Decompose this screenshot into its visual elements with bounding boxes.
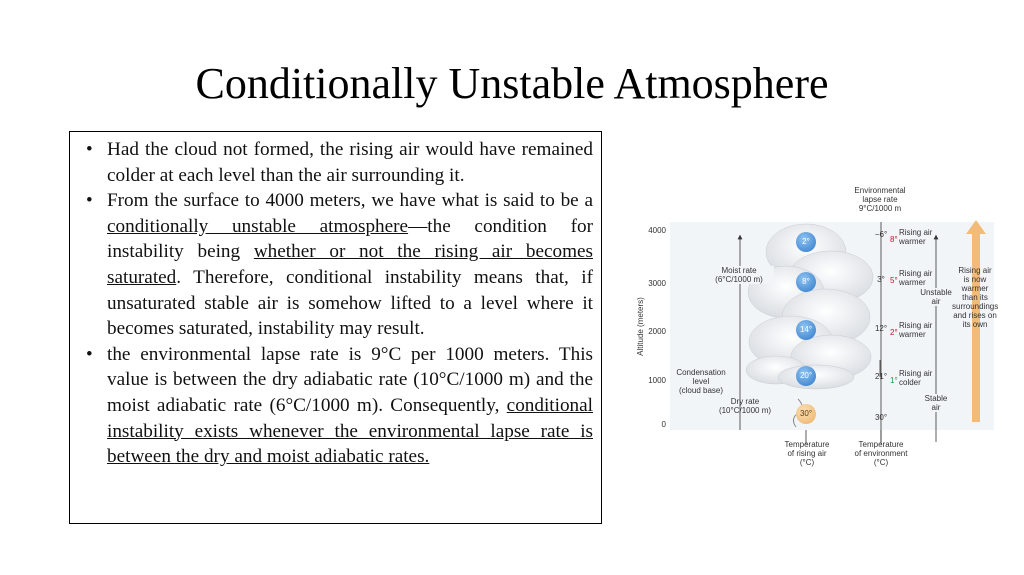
unstable-air-label: Unstable air: [916, 288, 956, 306]
diff-label-1000: Rising air colder: [899, 369, 933, 387]
bullet-1-text: Had the cloud not formed, the rising air would have remained colder at each level than the air surrounding it.: [107, 139, 593, 186]
rising-temp-axis-label: Temperature of rising air (°C): [784, 440, 830, 467]
rising-temp-3000: 8°: [796, 272, 816, 292]
moist-rate-label: Moist rate (6°C/1000 m): [704, 266, 774, 284]
diff-label-2000: Rising air warmer: [899, 321, 933, 339]
env-temp-3000: 3°: [877, 275, 885, 284]
diff-value-1000: 1°: [890, 376, 898, 385]
rising-temp-1000: 20°: [796, 366, 816, 386]
rising-temp-2000: 14°: [796, 320, 816, 340]
env-temp-2000: 12°: [874, 324, 888, 333]
dry-rate-label: Dry rate (10°C/1000 m): [718, 397, 772, 415]
rising-air-note: Rising air is now warmer than its surroundings and rises on its own: [952, 266, 999, 329]
condensation-level-label: Condensation level (cloud base): [676, 368, 726, 395]
bullet-item-2: [80, 188, 593, 342]
diff-value-4000: 8°: [890, 235, 898, 244]
bullet-item-3: [80, 342, 593, 470]
rising-temp-surface: 30°: [796, 404, 816, 424]
y-tick-4000: 4000: [648, 226, 666, 235]
bullet-2-text-part1: From the surface to 4000 meters, we have what is said to be a: [107, 190, 593, 212]
y-tick-1000: 1000: [648, 376, 666, 385]
y-tick-3000: 3000: [648, 279, 666, 288]
diff-label-3000: Rising air warmer: [899, 269, 933, 287]
y-tick-0: 0: [661, 420, 666, 429]
diff-label-4000: Rising air warmer: [899, 228, 933, 246]
env-temp-4000: −6°: [874, 230, 888, 239]
bullet-list: [80, 137, 593, 470]
rising-temp-4000: 2°: [796, 232, 816, 252]
saturation-condition: whether or not the rising air becomes saturated: [107, 241, 593, 288]
env-temp-axis-label: Temperature of environment (°C): [854, 440, 908, 467]
diff-value-3000: 5°: [890, 276, 898, 285]
conditional-instability-conclusion: conditional instability exists whenever the environmental lapse rate is between the dry and moist adiabatic rates.: [107, 394, 593, 468]
env-temp-surface: 30°: [874, 413, 888, 422]
env-temp-1000: 21°: [874, 372, 888, 381]
bullet-2-text-part3: . Therefore, conditional instability means that, if unsaturated stable air is somehow lifted to a level where it becomes saturated, instability may result.: [107, 266, 593, 340]
conditionally-unstable-term: conditionally unstable atmosphere: [107, 215, 409, 237]
bullet-text-box: [69, 131, 602, 524]
y-axis-label: Altitude (meters): [635, 297, 645, 356]
stable-air-label: Stable air: [920, 394, 952, 412]
y-tick-2000: 2000: [648, 327, 666, 336]
bullet-item-1: [80, 137, 593, 188]
bullet-2-text-part2: —the condition for instability being: [107, 215, 593, 263]
diff-value-2000: 2°: [890, 328, 898, 337]
env-lapse-rate-label: Environmental lapse rate 9°C/1000 m: [854, 186, 906, 213]
slide-title: Conditionally Unstable Atmosphere: [195, 59, 829, 108]
bullet-3-text-part1: the environmental lapse rate is 9°C per 1000 meters. This value is between the dry adiabatic rate (10°C/1000 m) and the moist adiabatic rate (6°C/1000 m). Consequently,: [107, 343, 593, 416]
lapse-rate-diagram: [626, 182, 998, 472]
